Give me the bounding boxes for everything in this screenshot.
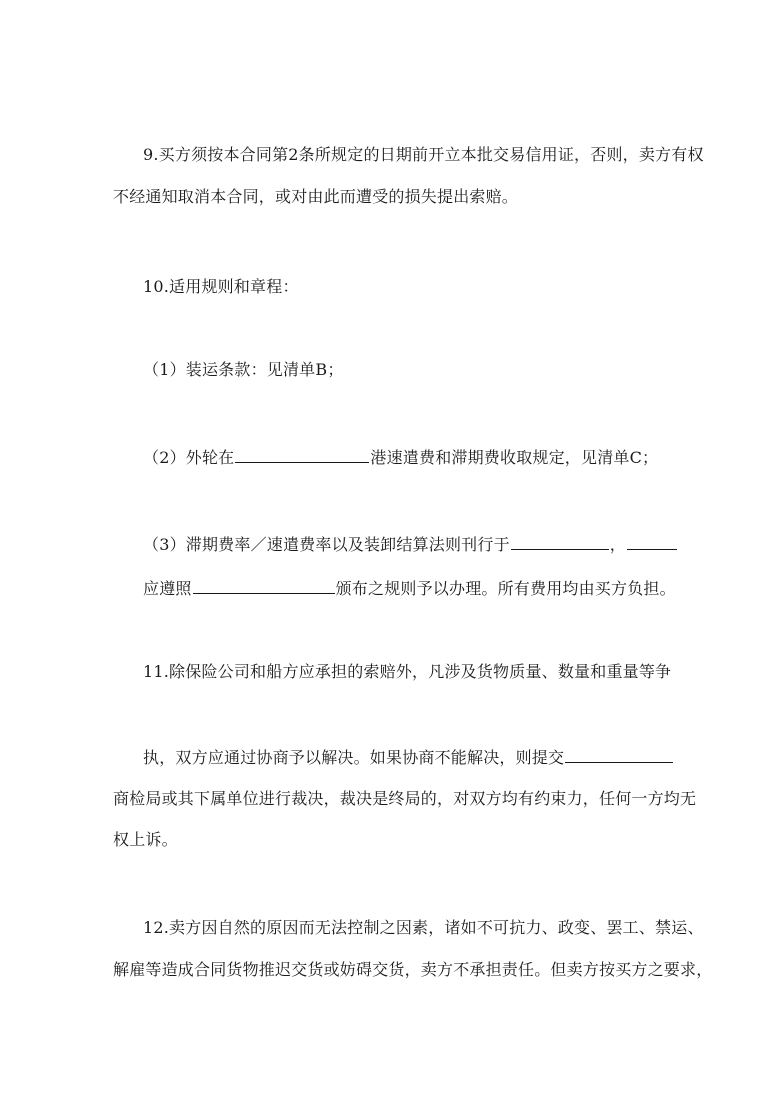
item-3-comma: ，	[609, 535, 626, 554]
item-3-prefix: （3）滞期费率／速遣费率以及装卸结算法则刊行于	[143, 535, 510, 554]
clause-11-line-4: 权上诉。	[113, 830, 178, 849]
fill-in-blank	[235, 446, 369, 463]
clause-11-line-2	[143, 746, 674, 768]
fill-in-blank	[565, 746, 673, 763]
item-3-line-2-suffix: 颁布之规则予以办理。所有费用均由买方负担。	[335, 579, 676, 598]
fill-in-blank	[193, 577, 335, 594]
clause-11-line-1: 11.除保险公司和船方应承担的索赔外，凡涉及货物质量、数量和重量等争	[143, 662, 672, 681]
item-2-prefix: （2）外轮在	[143, 448, 235, 467]
fill-in-blank	[511, 533, 609, 550]
clause-10-item-2	[143, 446, 658, 468]
clause-10-item-3	[143, 533, 678, 555]
clause-11-line-2-text: 执，双方应通过协商予以解决。如果协商不能解决，则提交	[143, 748, 565, 767]
clause-9-line-2: 不经通知取消本合同，或对由此而遭受的损失提出索赔。	[113, 187, 519, 206]
clause-11-line-3: 商检局或其下属单位进行裁决，裁决是终局的，对双方均有约束力，任何一方均无	[113, 789, 697, 808]
clause-10-item-3-line-2	[143, 577, 676, 599]
item-2-suffix: 港速遣费和滞期费收取规定，见清单C；	[370, 448, 659, 467]
fill-in-blank	[627, 533, 677, 550]
clause-9-line-1: 9.买方须按本合同第2条所规定的日期前开立本批交易信用证，否则，卖方有权	[143, 145, 704, 164]
clause-10-heading: 10.适用规则和章程：	[143, 277, 299, 296]
clause-10-item-1: （1）装运条款：见清单B；	[143, 360, 344, 379]
clause-12-line-1: 12.卖方因自然的原因而无法控制之因素，诸如不可抗力、政变、罢工、禁运、	[143, 918, 704, 937]
item-3-line-2-prefix: 应遵照	[143, 579, 192, 598]
clause-12-line-2: 解雇等造成合同货物推迟交货或妨碍交货，卖方不承担责任。但卖方按买方之要求，	[113, 960, 713, 979]
